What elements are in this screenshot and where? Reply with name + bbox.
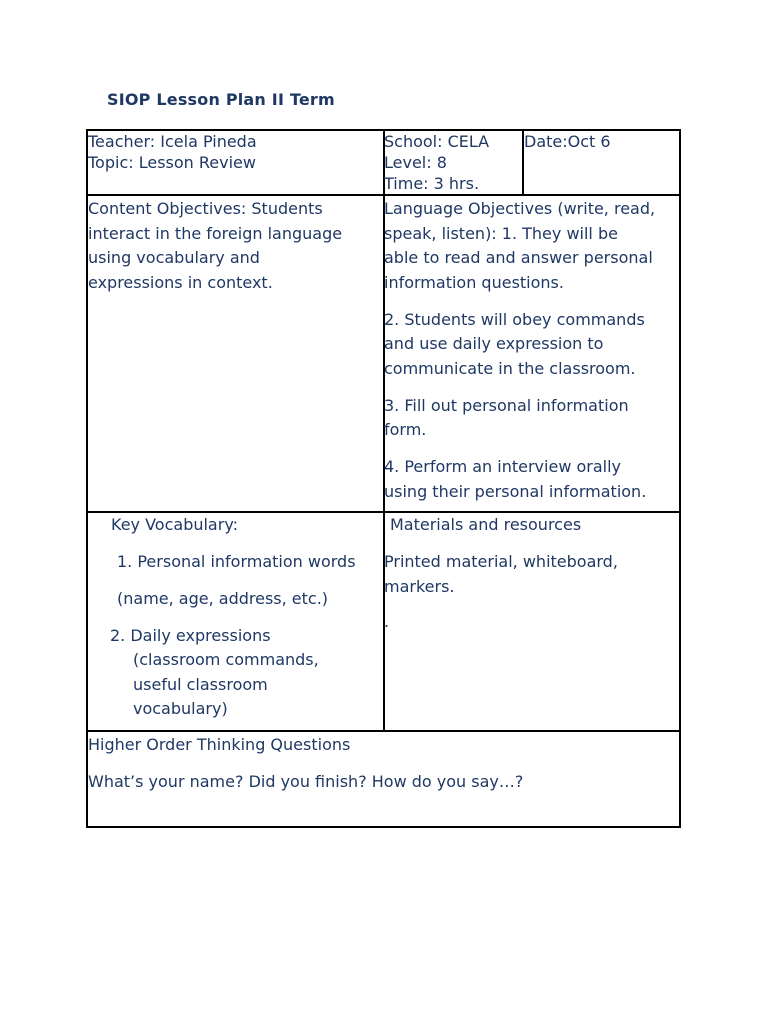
content-objectives-line: expressions in context. [88, 272, 273, 292]
language-objectives-line: form. [384, 420, 427, 439]
language-objectives-p1 [384, 197, 680, 295]
content-objectives-line: using vocabulary and [88, 248, 260, 267]
materials-heading: Materials and resources [390, 515, 582, 534]
key-vocabulary-item-2-detail [133, 648, 319, 722]
date-cell [524, 131, 611, 152]
language-objectives-line: and use daily expression to [384, 334, 604, 353]
language-objectives-line: Language Objectives (write, read, [384, 199, 656, 218]
class-time: Time: 3 hrs. [384, 174, 480, 193]
divider-row-objectives [88, 511, 679, 513]
key-vocabulary-detail-line: useful classroom [133, 674, 268, 694]
materials-list [384, 550, 618, 599]
language-objectives-p2 [384, 308, 680, 382]
key-vocabulary-item-2: 2. Daily expressions [110, 626, 271, 645]
language-objectives-line: able to read and answer personal [384, 248, 653, 267]
language-objectives-line: 2. Students will obey commands [384, 309, 645, 329]
content-objectives-cell [88, 197, 342, 295]
divider-row-header [88, 194, 679, 196]
teacher-name: Teacher: Icela Pineda [88, 132, 257, 151]
language-objectives-line: using their personal information. [384, 481, 647, 501]
materials-line: Printed material, whiteboard, [384, 552, 618, 571]
language-objectives-p4 [384, 455, 680, 504]
hots-questions: What’s your name? Did you finish? How do you say…? [88, 772, 524, 791]
content-objectives-line: interact in the foreign language [88, 223, 343, 243]
content-objectives-line: Content Objectives: Students [88, 199, 323, 218]
class-level: Level: 8 [384, 153, 447, 172]
language-objectives-line: 4. Perform an interview orally [384, 457, 622, 476]
school-name: School: CELA [384, 132, 490, 151]
language-objectives-line: 3. Fill out personal information [384, 395, 629, 415]
school-level-time-cell [384, 131, 489, 194]
hots-heading: Higher Order Thinking Questions [88, 735, 351, 754]
materials-trailing-mark: . [384, 612, 390, 631]
key-vocabulary-item-1-detail: (name, age, address, etc.) [117, 589, 329, 608]
language-objectives-line: communicate in the classroom. [384, 358, 636, 378]
materials-line: markers. [384, 576, 455, 596]
language-objectives-line: information questions. [384, 272, 564, 292]
key-vocabulary-detail-line: vocabulary) [133, 699, 228, 718]
lesson-plan-table [86, 129, 681, 828]
lesson-date: Date:Oct 6 [524, 132, 611, 151]
divider-row-vocabulary [88, 730, 679, 732]
lesson-topic: Topic: Lesson Review [88, 153, 256, 172]
teacher-topic-cell [88, 131, 257, 173]
key-vocabulary-detail-line: (classroom commands, [133, 650, 319, 669]
language-objectives-line: speak, listen): 1. They will be [384, 223, 618, 243]
key-vocabulary-heading: Key Vocabulary: [111, 515, 239, 534]
key-vocabulary-item-1: 1. Personal information words [117, 552, 356, 571]
document-title: SIOP Lesson Plan II Term [107, 90, 335, 109]
language-objectives-cell [384, 197, 680, 504]
language-objectives-p3 [384, 394, 680, 443]
